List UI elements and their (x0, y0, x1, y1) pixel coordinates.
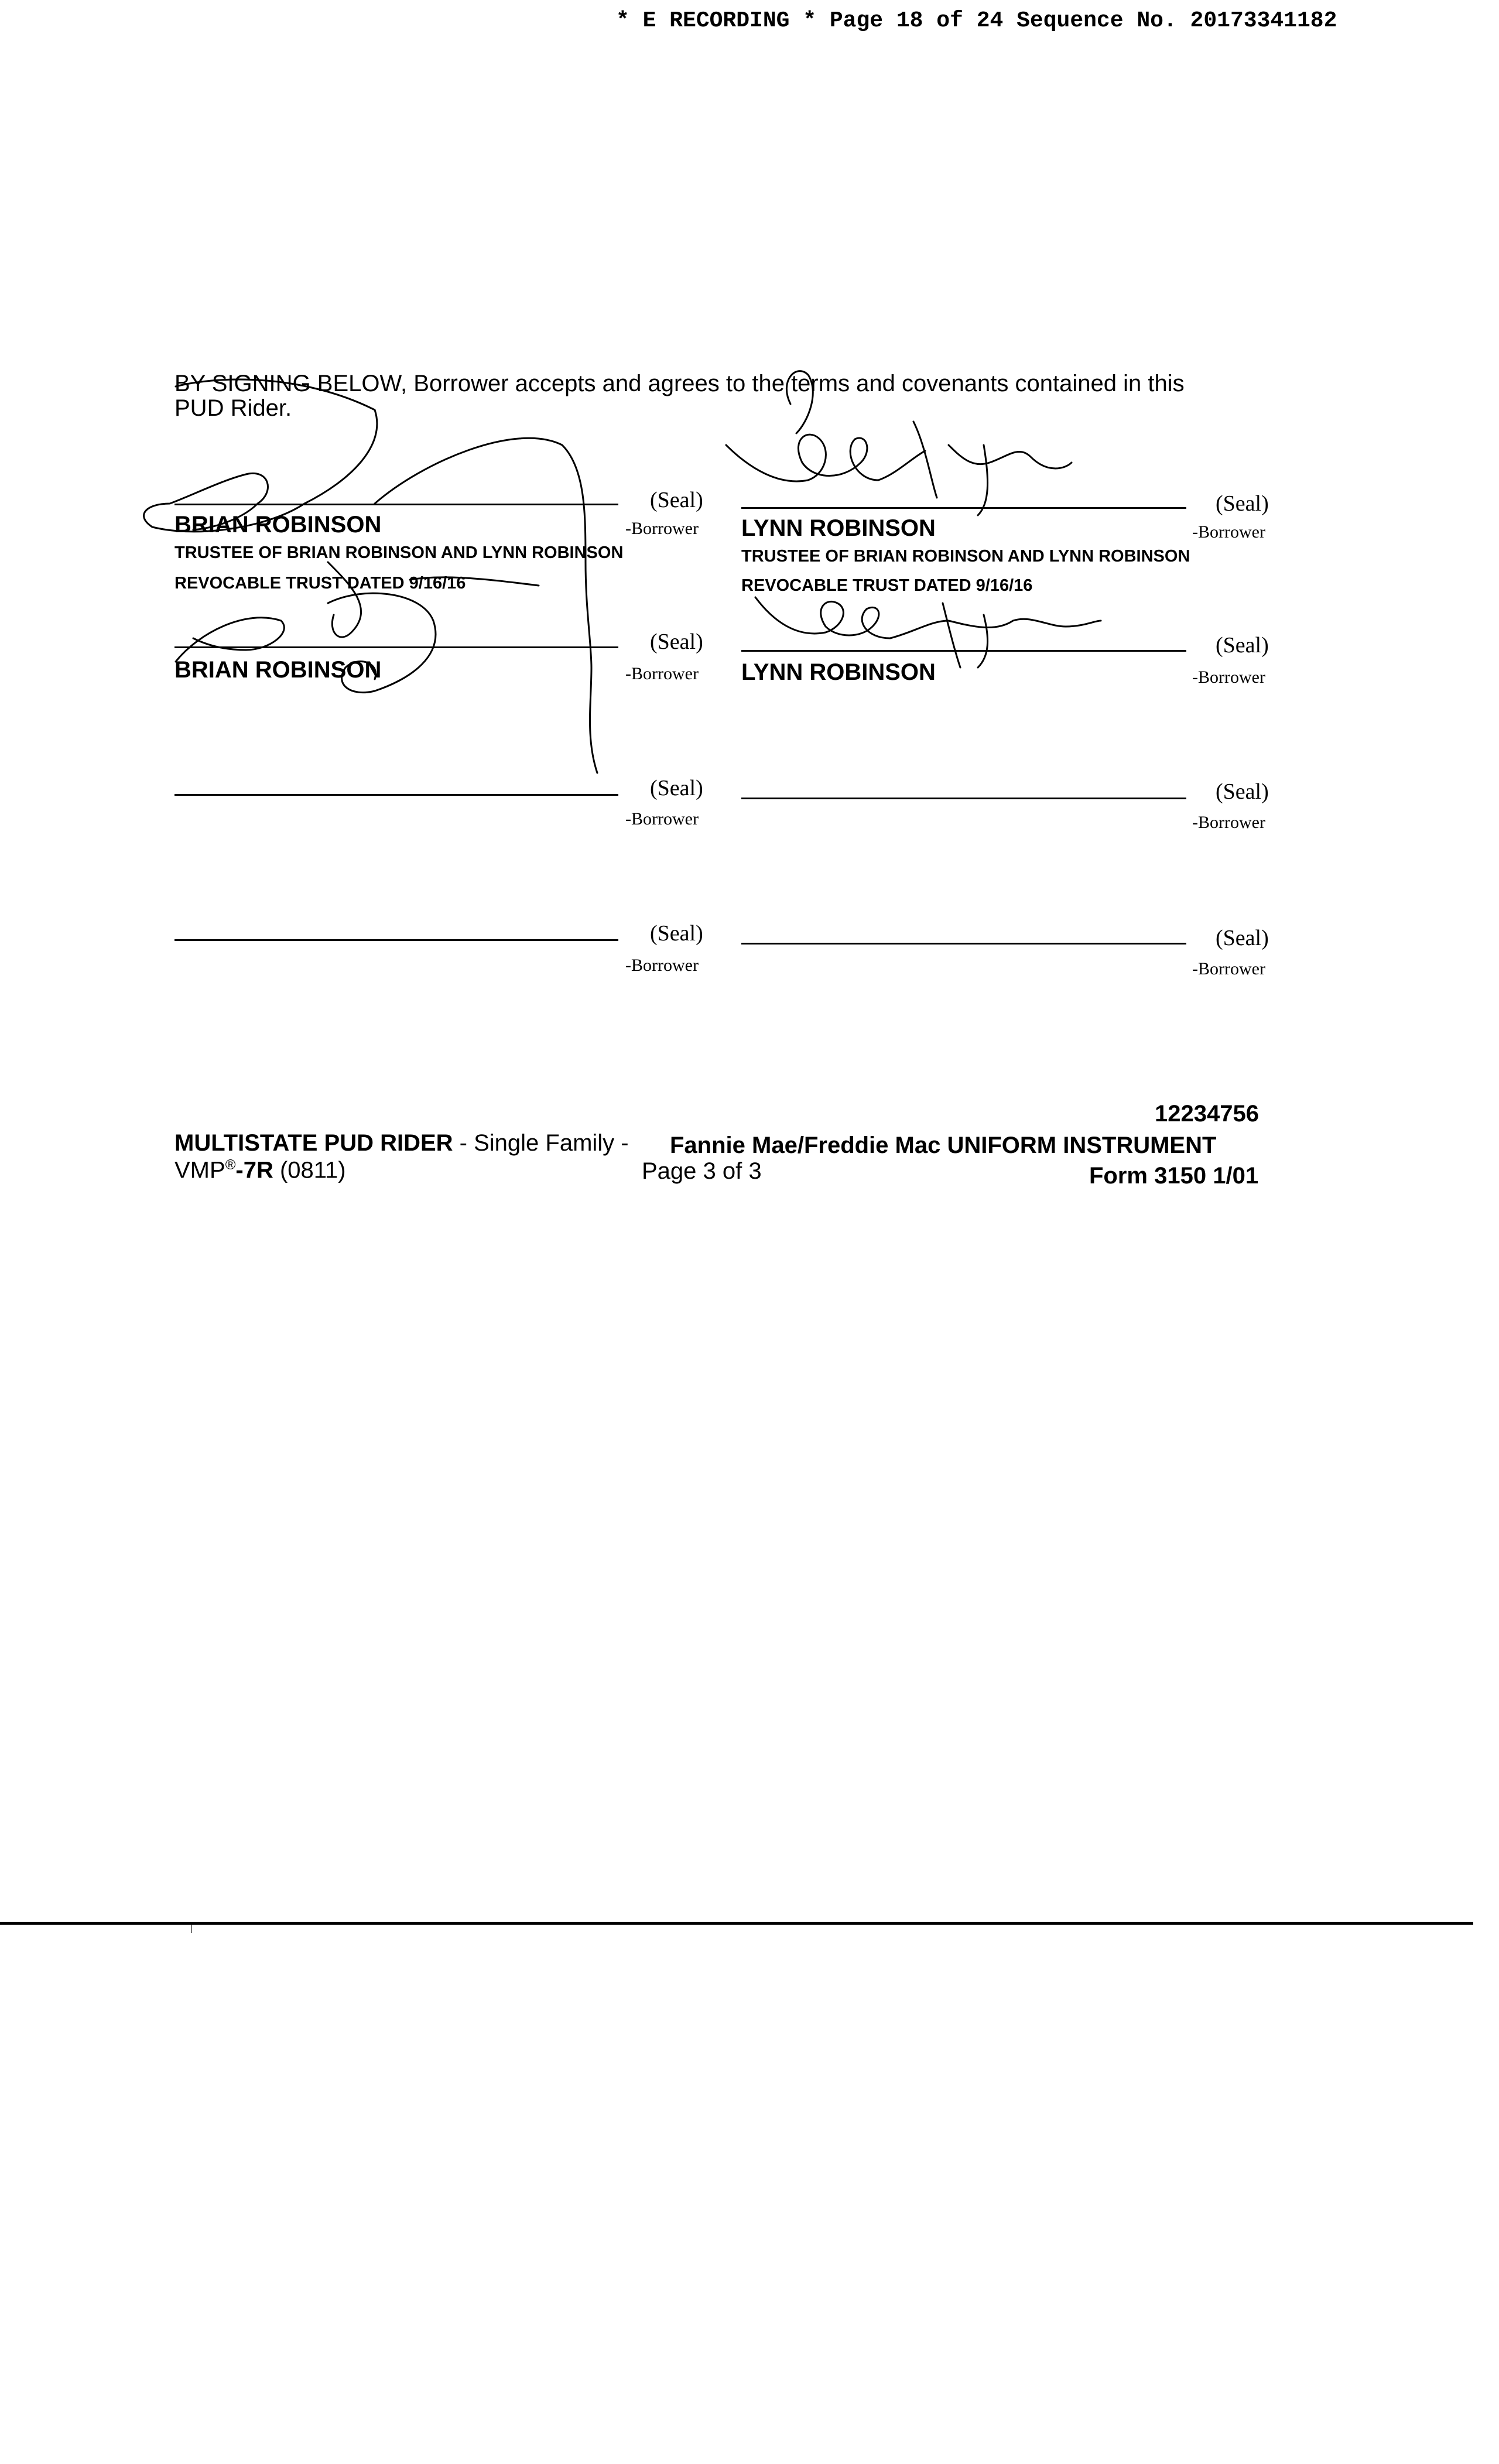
signature-lynn-1 (726, 371, 1072, 515)
signature-lynn-2 (755, 597, 1101, 668)
form-number: Form 3150 1/01 (1089, 1163, 1259, 1189)
seal-label-left-2: (Seal) (650, 629, 703, 654)
signature-brian-2 (176, 593, 436, 692)
page-number: Page 3 of 3 (642, 1158, 762, 1184)
borrower-label-right-3: -Borrower (1192, 813, 1265, 832)
seal-label-left-4: (Seal) (650, 921, 703, 946)
trustee-line-left-1b: REVOCABLE TRUST DATED 9/16/16 (174, 574, 466, 593)
recording-header: * E RECORDING * Page 18 of 24 Sequence No. 20173341182 (616, 8, 1337, 33)
borrower-label-left-4: -Borrower (625, 956, 699, 975)
vmp-reg: ® (225, 1157, 236, 1173)
borrower-label-left-3: -Borrower (625, 809, 699, 829)
seal-label-left-3: (Seal) (650, 776, 703, 800)
seal-label-right-3: (Seal) (1216, 779, 1269, 804)
vmp-prefix: VMP (174, 1157, 225, 1183)
borrower-label-left-2: -Borrower (625, 664, 699, 683)
signer-name-right-1: LYNN ROBINSON (741, 515, 936, 541)
uniform-instrument: Fannie Mae/Freddie Mac UNIFORM INSTRUMENT (670, 1132, 1217, 1158)
trustee-line-right-1a: TRUSTEE OF BRIAN ROBINSON AND LYNN ROBINSON (741, 547, 1190, 566)
vmp-rev: (0811) (273, 1157, 346, 1183)
form-title-bold: MULTISTATE PUD RIDER (174, 1130, 453, 1156)
seal-label-left-1: (Seal) (650, 488, 703, 512)
loan-number: 12234756 (1155, 1101, 1259, 1127)
intro-line-1: BY SIGNING BELOW, Borrower accepts and agrees to the terms and covenants contained in this (174, 371, 1185, 396)
signer-name-left-2: BRIAN ROBINSON (174, 657, 382, 683)
borrower-label-right-4: -Borrower (1192, 959, 1265, 978)
signer-name-right-2: LYNN ROBINSON (741, 659, 936, 685)
seal-label-right-2: (Seal) (1216, 633, 1269, 658)
signer-name-left-1: BRIAN ROBINSON (174, 512, 382, 538)
trustee-line-left-1a: TRUSTEE OF BRIAN ROBINSON AND LYNN ROBINSON (174, 543, 624, 562)
borrower-label-right-1: -Borrower (1192, 522, 1265, 542)
borrower-label-left-1: -Borrower (625, 519, 699, 538)
borrower-label-right-2: -Borrower (1192, 668, 1265, 687)
seal-label-right-4: (Seal) (1216, 926, 1269, 950)
intro-line-2: PUD Rider. (174, 395, 292, 421)
form-title-rest: - Single Family - (453, 1130, 629, 1156)
signature-brian-1 (144, 379, 597, 773)
trustee-line-right-1b: REVOCABLE TRUST DATED 9/16/16 (741, 576, 1033, 595)
vmp-code-bold: -7R (235, 1157, 273, 1183)
seal-label-right-1: (Seal) (1216, 491, 1269, 516)
